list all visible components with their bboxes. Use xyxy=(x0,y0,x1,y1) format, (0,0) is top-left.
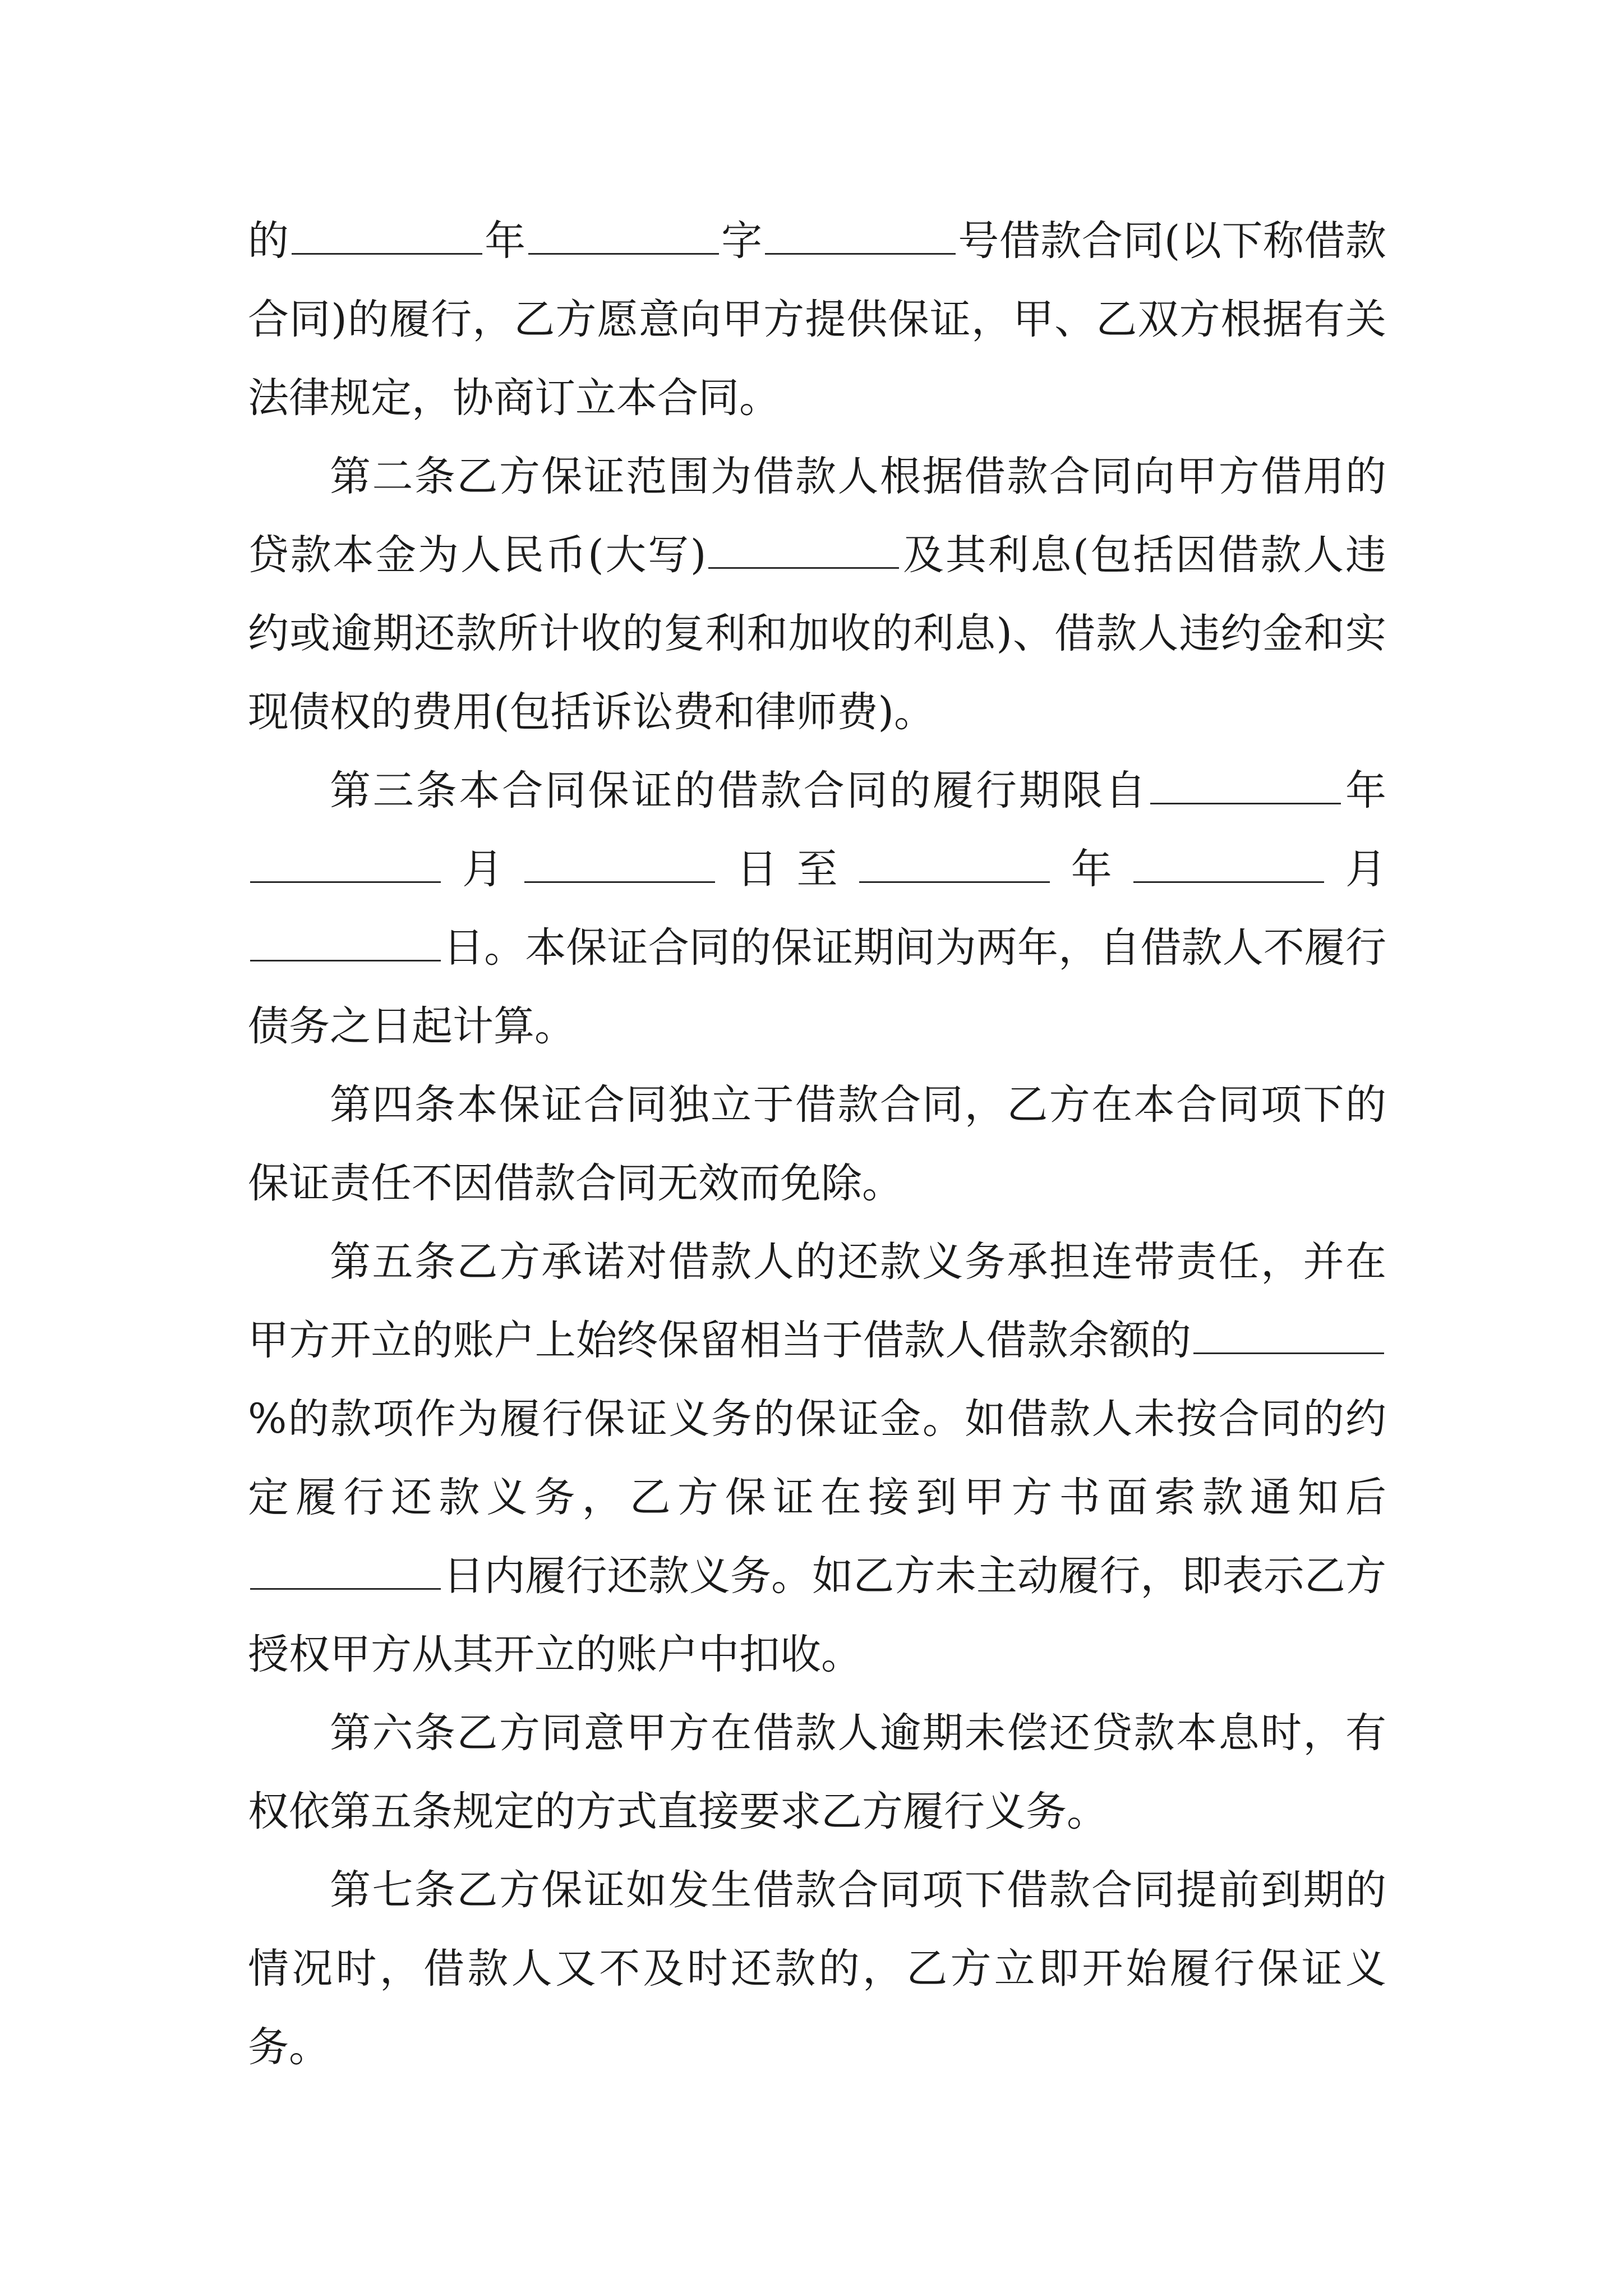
text-segment: 的 xyxy=(248,217,289,265)
article-2 xyxy=(248,438,1386,752)
fill-blank xyxy=(1150,769,1341,804)
text-segment: 月 xyxy=(443,845,523,893)
paragraph-continuation xyxy=(248,202,1386,438)
fill-blank xyxy=(859,848,1050,883)
text-segment: 及其利息(包括因借款人违约或逾期还款所计收的复利和加收的利息)、借款人违约金和实现债权的费用(包括诉讼费和律师费)。 xyxy=(248,531,1386,736)
text-segment: 年 xyxy=(1343,767,1387,815)
text-segment: 日。本保证合同的保证期间为两年，自借款人不履行债务之日起计算。 xyxy=(248,924,1386,1050)
text-segment: 第二条乙方保证范围为借款人根据借款合同向甲方借用的贷款本金为人民币(大写) xyxy=(248,453,1386,579)
fill-blank xyxy=(250,1554,441,1590)
text-segment: 日内履行还款义务。如乙方未主动履行，即表示乙方授权甲方从其开立的账户中扣收。 xyxy=(248,1552,1386,1678)
text-segment: 号借款合同(以下称借款合同)的履行，乙方愿意向甲方提供保证，甲、乙双方根据有关法律规定，协商订立本合同。 xyxy=(248,217,1387,422)
fill-blank xyxy=(708,533,899,569)
text-segment: 第六条乙方同意甲方在借款人逾期未偿还贷款本息时，有权依第五条规定的方式直接要求乙方履行义务。 xyxy=(248,1709,1386,1835)
text-segment: 年 xyxy=(1052,845,1131,893)
text-segment: 日至 xyxy=(717,845,857,893)
text-segment: 字 xyxy=(721,217,763,265)
article-4 xyxy=(248,1066,1386,1223)
text-segment: 第五条乙方承诺对借款人的还款义务承担连带责任，并在甲方开立的账户上始终保留相当于借款人借款余额的 xyxy=(248,1238,1386,1364)
fill-blank xyxy=(528,219,719,255)
contract-body xyxy=(248,202,1386,2087)
fill-blank xyxy=(250,848,441,883)
fill-blank xyxy=(1133,848,1324,883)
text-segment: %的款项作为履行保证义务的保证金。如借款人未按合同的约定履行还款义务，乙方保证在接到甲方书面索款通知后 xyxy=(248,1395,1386,1521)
fill-blank xyxy=(250,926,441,961)
text-segment: 第三条本合同保证的借款合同的履行期限自 xyxy=(330,767,1149,815)
fill-blank xyxy=(524,848,715,883)
article-5 xyxy=(248,1223,1386,1694)
text-segment: 年 xyxy=(484,217,526,265)
text-segment: 第七条乙方保证如发生借款合同项下借款合同提前到期的情况时，借款人又不及时还款的，乙方立即开始履行保证义务。 xyxy=(248,1866,1386,2071)
article-7 xyxy=(248,1851,1386,2087)
fill-blank xyxy=(1193,1319,1384,1354)
article-6 xyxy=(248,1694,1386,1851)
fill-blank xyxy=(292,219,482,255)
text-segment: 第四条本保证合同独立于借款合同，乙方在本合同项下的保证责任不因借款合同无效而免除。 xyxy=(248,1081,1386,1207)
fill-blank xyxy=(765,219,956,255)
article-3 xyxy=(248,752,1386,1066)
text-segment: 月 xyxy=(1326,845,1386,893)
